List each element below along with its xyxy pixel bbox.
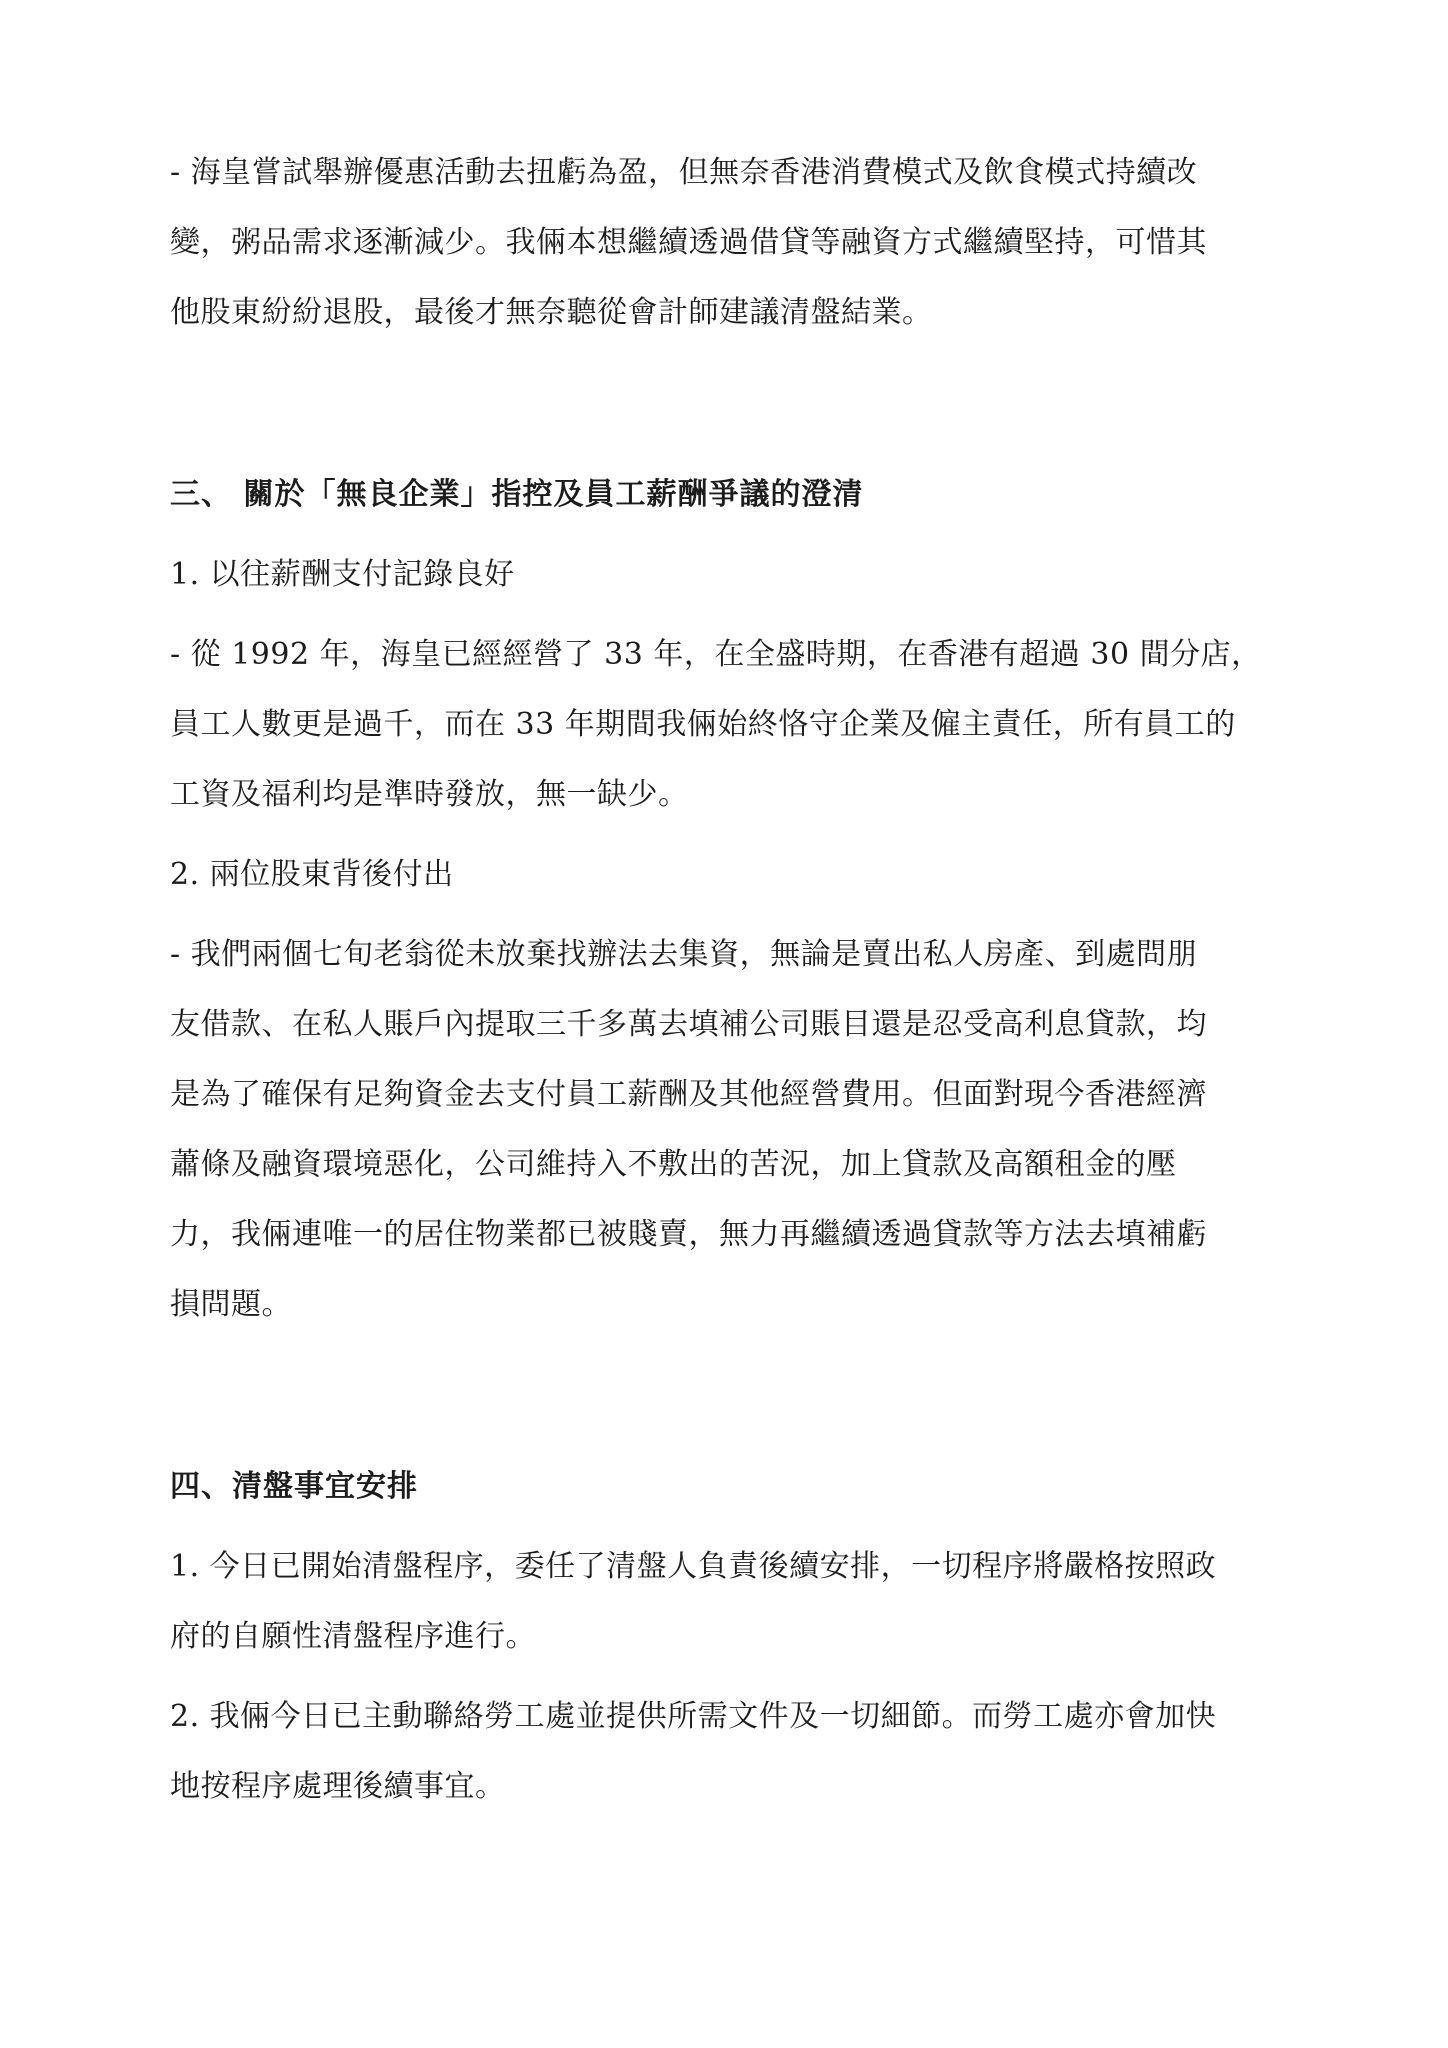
paragraph-line: 2. 我倆今日已主動聯絡勞工處並提供所需文件及一切細節。而勞工處亦會加快 xyxy=(170,1699,1217,1734)
list-item-title: 2. 兩位股東背後付出 xyxy=(170,857,454,892)
paragraph-line: 損問題。 xyxy=(170,1287,292,1322)
section-three-point-two-paragraph xyxy=(170,920,1278,1340)
paragraph-line: 地按程序處理後續事宜。 xyxy=(170,1769,506,1804)
section-four-point-two-paragraph xyxy=(170,1682,1278,1822)
paragraph-line: 工資及福利均是準時發放，無一缺少。 xyxy=(170,777,689,812)
paragraph-line: 府的自願性清盤程序進行。 xyxy=(170,1619,536,1654)
section-heading-text: 三、 關於「無良企業」指控及員工薪酬爭議的澄清 xyxy=(170,477,864,512)
paragraph-line: 1. 今日已開始清盤程序，委任了清盤人負責後續安排，一切程序將嚴格按照政 xyxy=(170,1549,1217,1584)
paragraph-line: - 從 1992 年，海皇已經經營了 33 年，在全盛時期，在香港有超過 30 間分店， xyxy=(170,637,1262,672)
section-four-heading xyxy=(170,1452,1278,1522)
paragraph-line: 蕭條及融資環境惡化，公司維持入不敷出的苦況，加上貸款及高額租金的壓 xyxy=(170,1147,1177,1182)
paragraph-line: - 海皇嘗試舉辦優惠活動去扭虧為盈，但無奈香港消費模式及飲食模式持續改 xyxy=(170,155,1198,190)
section-three-point-one-paragraph xyxy=(170,620,1278,830)
paragraph-line: 員工人數更是過千，而在 33 年期間我倆始終恪守企業及僱主責任，所有員工的 xyxy=(170,707,1236,742)
paragraph-line: 力，我倆連唯一的居住物業都已被賤賣，無力再繼續透過貸款等方法去填補虧 xyxy=(170,1217,1207,1252)
section-three-heading xyxy=(170,460,1278,530)
paragraph-line: 變，粥品需求逐漸減少。我倆本想繼續透過借貸等融資方式繼續堅持，可惜其 xyxy=(170,225,1207,260)
closing-paragraph xyxy=(170,138,1278,348)
section-heading-text: 四、清盤事宜安排 xyxy=(170,1469,418,1504)
paragraph-line: 友借款、在私人賬戶內提取三千多萬去填補公司賬目還是忍受高利息貸款，均 xyxy=(170,1007,1207,1042)
list-item-title: 1. 以往薪酬支付記錄良好 xyxy=(170,557,515,592)
section-four-point-one-paragraph xyxy=(170,1532,1278,1672)
section-three-point-two-title xyxy=(170,840,1278,910)
section-three-point-one-title xyxy=(170,540,1278,610)
paragraph-line: - 我們兩個七旬老翁從未放棄找辦法去集資，無論是賣出私人房產、到處問朋 xyxy=(170,937,1198,972)
paragraph-line: 他股東紛紛退股，最後才無奈聽從會計師建議清盤結業。 xyxy=(170,295,933,330)
paragraph-line: 是為了確保有足夠資金去支付員工薪酬及其他經營費用。但面對現今香港經濟 xyxy=(170,1077,1207,1112)
